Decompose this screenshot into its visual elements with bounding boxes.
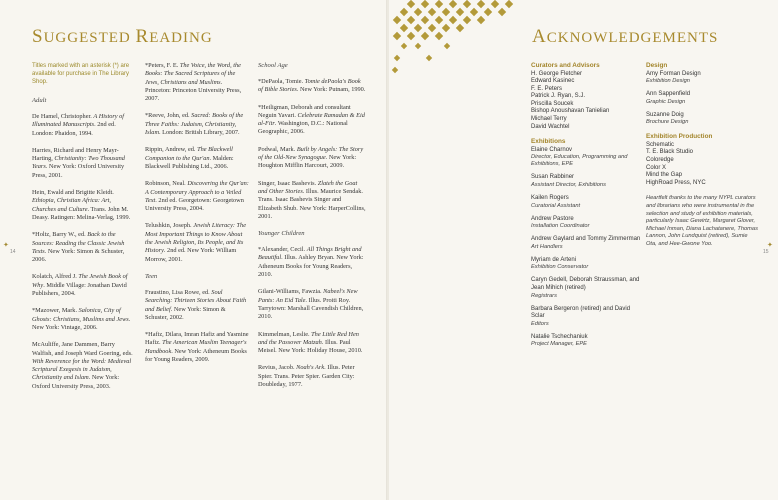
credit-group [646,133,758,187]
diamond-icon [394,55,400,61]
citation-title: The Blackwell Companion to the Qur'an [145,146,233,162]
diamond-icon [400,8,408,16]
credit-entry [531,101,641,109]
credit-role: Editors [531,320,549,327]
citation-entry [145,331,249,364]
citation-title: Sacred: Books of the Three Faiths: Judaism, Christianity, Islam [145,112,244,137]
credit-name: David Wachtel [531,123,570,130]
citation-author: Harries, Richard and Henry Mayr-Harting, [32,146,119,163]
credit-entry [646,149,758,157]
credit-role: Graphic Design [646,98,686,105]
credit-name: Barbara Bergeron (retired) and David Sclar [531,305,631,320]
credit-role: Director, Education, Programming and Exhibitions, EPE [531,154,628,168]
diamond-icon [435,16,443,24]
credit-entry [646,112,758,127]
citation-author: *Reeve, John, ed. [145,112,192,120]
citation-title: Tomie dePaola's Book of Bible Stories [258,78,361,94]
citation-author: Fraustino, Lisa Rowe, ed. [145,288,212,296]
citation-publication: . Illus. Proiti Roy. Tarrytown: Marshall Cavendish Children, 2010. [258,296,364,321]
citation-title: With Reverence for the Word: Medieval Scriptural Exegesis in Judaism, Christianity and Islam [32,357,132,382]
citation-entry [32,307,134,332]
credit-entry [531,116,641,124]
credit-name: Schematic [646,141,675,148]
diamond-icon [456,24,464,32]
credit-entry [531,174,641,189]
page-number-left: 14 [10,249,16,255]
credit-role: Exhibition Design [646,78,690,85]
credit-name: Elaine Charnov [531,146,573,153]
citation-entry [145,222,249,263]
credit-name: Priscilla Soucek [531,100,574,107]
credit-role: Brochure Design [646,119,689,126]
citation-title: Ethiopia, Christian Africa: Art, Churches and Culture [32,197,112,213]
right-margin-star-icon: ✦ [767,241,773,249]
citation-entry [258,246,366,279]
credit-entry [646,71,758,86]
credit-group-heading: Exhibitions [531,138,566,146]
citation-entry [258,180,366,221]
credit-name: H. George Fletcher [531,70,583,77]
citation-author: Gilani-Williams, Fawzia. [258,288,324,296]
credit-entry [531,216,641,231]
diamond-icon [505,0,513,8]
credit-role: Registrars [531,292,557,299]
citation-publication: . New York: Vintage, 2006. [32,315,131,331]
credit-name: Coloredge [646,156,674,163]
citation-entry [145,62,249,103]
credit-group-heading: Exhibition Production [646,133,713,141]
diamond-icon [477,16,485,24]
acknowledgements-column-2 [646,62,758,249]
credit-entry [531,147,641,169]
citation-publication: . Washington, D.C.: National Geographic, 2006. [258,120,348,136]
citation-author: *Mazower, Mark. [32,307,79,315]
citation-entry [32,341,134,391]
citation-entry [258,288,366,321]
citation-entry [258,146,366,171]
credit-name: HighRoad Press, NYC [646,179,706,186]
diamond-icon [393,32,401,40]
citation-entry [145,289,249,322]
section-younger-children: Younger Children [258,230,305,238]
citation-title: The Voice, the Word, the Books: The Sacred Scriptures of the Jews, Christians and Muslims [145,62,241,86]
citation-publication: . New York: Simon & Schuster, 2006. [32,247,125,264]
citation-entry [258,104,366,137]
citation-author: Revius, Jacob. [258,364,297,372]
credit-name: Myriam de Arteni [531,256,577,263]
diamond-icon [456,8,464,16]
credit-group [646,62,758,126]
credit-name: Patrick J. Ryan, S.J. [531,93,586,100]
citation-author: Kimmelman, Leslie. [258,330,312,338]
citation-author: *Hafiz, Dilara, Imran Hafiz and Yasmine Hafiz. [145,331,249,347]
citation-entry [258,364,366,389]
credit-entry [646,142,758,150]
citation-author: McAuliffe, Jane Dammen, Barry Walfish, and Joseph Ward Goering, eds. [32,341,133,357]
citation-title: A History of Illuminated Manuscripts [32,113,125,129]
credit-entry [531,334,641,349]
credit-name: Mind the Gap [646,172,683,179]
citation-entry [32,113,134,138]
citation-author: Kolatch, Alfred J. [32,273,79,281]
citation-publication: . Middle Village: Jonathan David Publishers, 2004. [32,281,127,298]
credit-name: Andrew Pastore [531,215,574,222]
diamond-icon [463,0,471,8]
diamond-icon [463,16,471,24]
credit-role: Installation Coordinator [531,223,590,230]
citation-publication: . Princeton: Princeton University Press, 2007. [145,78,242,103]
diamond-icon [435,0,443,8]
credit-name: Suzanne Doig [646,111,684,118]
citation-title: Zlateh the Goat and Other Stories [258,179,358,195]
credit-name: Andrew Gaylard and Tommy Zimmerman [531,236,641,243]
citation-title: Built by Angels: The Story of the Old-New Synagogue [258,145,364,162]
diamond-icon [414,8,422,16]
diamond-icon [442,24,450,32]
left-page [0,0,388,500]
citation-entry [32,147,134,180]
section-school-age: School Age [258,62,288,69]
credit-entry [531,93,641,101]
citation-publication: . 2nd ed. New York: William Morrow, 2001. [145,247,237,263]
reading-column-3 [258,62,366,398]
credit-name: F. E. Peters [531,85,563,92]
credit-entry [646,180,758,188]
citation-entry [145,180,249,213]
credit-entry [531,71,641,79]
citation-author: Hein, Ewald and Brigitte Kleidt. [32,189,114,197]
credit-entry [531,236,641,251]
diamond-icon [407,16,415,24]
citation-publication: . New York: Oxford University Press, 2003. [32,374,120,390]
diamond-icon [421,32,429,40]
citation-title: Celebrate Ramadan & Eid al-Fitr [258,111,365,128]
diamond-icon [407,32,415,40]
school-age-entries [258,78,366,221]
diamond-icon [426,55,432,61]
diamond-icon [442,8,450,16]
citation-author: Singer, Isaac Bashevis. [258,179,318,187]
credit-name: Bishop Anoushavan Tanielian [531,108,610,115]
citation-publication: . Illus. Ashley Bryan. New York: Atheneum Books for Young Readers, 2010. [258,254,364,279]
citation-title: The Little Red Hen and the Passover Matzah [258,330,359,346]
credit-entry [646,91,758,106]
citation-author: Rippin, Andrew, ed. [145,146,198,154]
citation-publication: . Illus. Paul Meisel. New York: Holiday House, 2010. [258,338,363,355]
citation-publication: . New York: Putnam, 1990. [296,86,366,94]
diamond-icon [435,32,443,40]
credit-entry [531,277,641,299]
credit-name: Michael Terry [531,116,567,123]
citation-entry [32,231,134,264]
citation-entry [32,273,134,298]
acknowledgements-column-1 [531,62,641,355]
citation-publication: . Malden: Blackwell Publishing Ltd., 2006. [145,154,234,170]
diamond-icon [428,24,436,32]
citation-title: Nabeel's New Pants: An Eid Tale [258,288,358,304]
diamond-icon [428,8,436,16]
citation-entry [258,78,366,95]
credit-entry [531,195,641,210]
citation-publication: . 2nd ed. London: Phaidon, 1994. [32,121,116,137]
adult-entries [32,113,134,391]
credit-name: Edward Kasinec [531,78,575,85]
diamond-icon [401,43,407,49]
citation-title: The Jewish Book of Why [32,273,128,289]
diamond-pattern-ornament [389,0,529,80]
credit-entry [531,108,641,116]
thanks-paragraph: Heartfelt thanks to the many NYPL curators and librarians who were instrumental in the selection and study of exhibition materials, particularly Isaac Gewirtz, Margaret Glover, Michael Inman, Diana Lachatanere, Thomas Lannon, John Lundquist (retired), Sumie Ota, and Hee-Gwone Yoo. [646,195,758,247]
credit-group [531,138,641,348]
diamond-icon [444,43,450,49]
citation-publication: . New York: Oxford University Press, 2001. [32,163,125,179]
credit-name: Color X [646,164,667,171]
citation-title: Jewish Literacy: The Most Important Things to Know About the Jewish Religion, Its People, and Its History [145,222,247,255]
credit-name: Kailen Rogers [531,194,569,201]
diamond-icon [470,8,478,16]
credit-role: Exhibition Conservator [531,264,589,271]
diamond-icon [449,0,457,8]
citation-title: Soul Searching: Thirteen Stories About Faith and Belief [145,288,247,313]
credit-name: Natalie Tschechaniuk [531,333,588,340]
credit-entry [531,257,641,272]
citation-publication: . London: British Library, 2007. [159,129,240,137]
section-teen: Teen [145,272,158,280]
credit-entry [531,86,641,94]
citation-title: Discovering the Qur'an: A Contemporary Approach to a Veiled Text [145,180,249,204]
diamond-icon [477,0,485,8]
citation-title: Back to the Sources: Reading the Classic Jewish Texts [32,231,125,255]
citation-publication: . New York: Houghton Mifflin Harcourt, 2009. [258,154,357,170]
diamond-icon [421,16,429,24]
credit-role: Curatorial Assistant [531,202,581,209]
citation-title: Salonica, City of Ghosts: Christians, Muslims and Jews [32,307,129,323]
citation-author: *DePaola, Tomie. [258,78,305,85]
citation-publication: . New York: Simon & Schuster, 2002. [145,305,226,321]
credit-role: Project Manager, EPE [531,341,587,348]
credit-entry [646,165,758,173]
citation-publication: . 2nd ed. Georgetown: Georgetown University Press, 2004. [145,196,244,213]
credit-name: Caryn Gedell, Deborah Straussman, and Jean Mihich (retired) [531,277,640,291]
citation-entry [145,146,249,171]
citation-author: De Hamel, Christopher. [32,113,94,120]
credit-name: T. E. Black Studio [646,149,694,156]
diamond-icon [415,43,421,49]
credit-entry [531,124,641,132]
diamond-icon [498,8,506,16]
citation-author: Telushkin, Joseph. [145,222,194,230]
citation-author: *Alexander, Cecil. [258,246,307,254]
diamond-icon [407,0,415,8]
credit-entry [531,306,641,328]
adult-entries-continued [145,62,249,264]
reading-column-2 [145,62,249,373]
asterisk-note: Titles marked with an asterisk (*) are available for purchase in The Library Shop. [32,63,130,85]
younger-children-entries [258,246,366,389]
design-groups [646,62,758,187]
citation-author: *Holtz, Barry W., ed. [32,231,88,239]
credit-entry [531,78,641,86]
credit-role: Assistant Director, Exhibitions [531,181,606,188]
citation-entry [258,331,366,356]
credit-group-heading: Curators and Advisors [531,62,600,69]
diamond-icon [491,0,499,8]
teen-entries [145,289,249,364]
diamond-icon [392,67,398,73]
citation-publication: . Illus. Peter Spier. Trans. Peter Spier. Garden City: Doubleday, 1977. [258,364,355,389]
citation-author: Robinson, Neal. [145,180,188,188]
citation-author: Podwal, Mark. [258,145,297,153]
citation-title: Noah's Ark [296,364,325,372]
credit-name: Ann Sappenfield [646,91,691,98]
citation-title: Christianity: Two Thousand Years [32,155,125,171]
left-margin-star-icon: ✦ [3,241,9,249]
citation-title: The American Muslim Teenager's Handbook [145,339,247,355]
diamond-icon [400,24,408,32]
credit-name: Susan Rabbiner [531,174,575,181]
citation-author: *Peters, F. E. [145,62,180,69]
credit-entry [646,172,758,180]
citation-publication: . Illus. Maurice Sendak. Trans. Isaac Bashevis Singer and Elizabeth Shub. New York: HarperCollins, 2001. [258,187,366,220]
page-number-right: 15 [763,249,769,255]
diamond-icon [449,16,457,24]
citation-author: *Heiligman, Deborah and consultant Neguin Yavari. [258,103,351,119]
citation-publication: . Trans. John M. Deasy. Ratingen: Melina-Verlag, 1999. [32,205,131,221]
citation-entry [32,189,134,222]
reading-column-1 [32,62,134,400]
credit-name: Amy Forman Design [646,70,701,77]
citation-title: All Things Bright and Beautiful [258,246,362,262]
diamond-icon [421,0,429,8]
credit-entry [646,157,758,165]
citation-publication: . New York: Atheneum Books for Young Readers, 2009. [145,347,247,364]
section-adult: Adult [32,97,47,104]
credit-group-heading: Design [646,62,668,69]
citation-entry [145,112,249,137]
credit-role: Art Handlers [531,243,563,250]
suggested-reading-title: SUGGESTED READING [32,26,213,47]
acknowledgements-title: ACKNOWLEDGEMENTS [532,26,719,47]
diamond-icon [393,16,401,24]
diamond-icon [414,24,422,32]
credit-group [531,62,641,131]
diamond-icon [484,8,492,16]
